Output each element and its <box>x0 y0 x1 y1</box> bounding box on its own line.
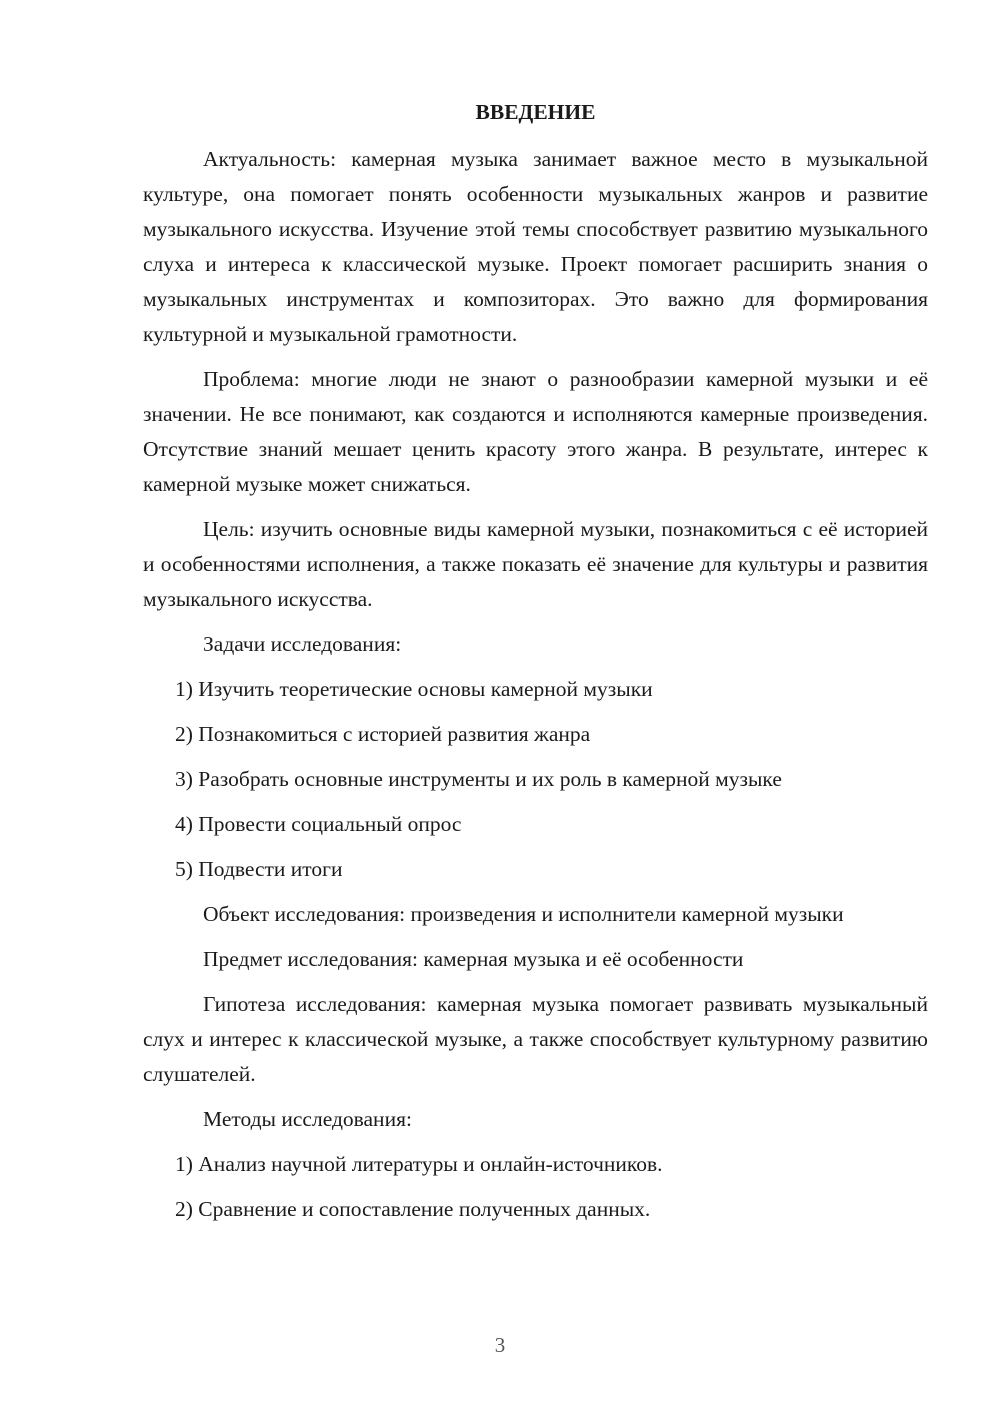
page-number: 3 <box>494 1333 506 1357</box>
task-item-1: 1) Изучить теоретические основы камерной музыки <box>175 677 653 701</box>
task-item-5: 5) Подвести итоги <box>175 857 343 881</box>
method-item-1: 1) Анализ научной литературы и онлайн-источников. <box>175 1152 663 1176</box>
document-page <box>143 95 928 1237</box>
task-item-3: 3) Разобрать основные инструменты и их роль в камерной музыке <box>175 767 782 791</box>
methods-heading: Методы исследования: <box>203 1107 412 1131</box>
section-title: ВВЕДЕНИЕ <box>475 100 596 124</box>
paragraph-relevance: Актуальность: камерная музыка занимает важное место в музыкальной культуре, она помогает понять особенности музыкальных жанров и развитие музыкального искусства. Изучение этой темы способствует развитию музыкального слуха и интереса к классической музыке. Проект помогает расширить знания о музыкальных инструментах и композиторах. Это важно для формирования культурной и музыкальной грамотности. <box>143 147 928 346</box>
paragraph-problem: Проблема: многие люди не знают о разнообразии камерной музыки и её значении. Не все понимают, как создаются и исполняются камерные произведения. Отсутствие знаний мешает ценить красоту этого жанра. В результате, интерес к камерной музыке может снижаться. <box>143 367 928 496</box>
task-item-2: 2) Познакомиться с историей развития жанра <box>175 722 591 746</box>
paragraph-subject: Предмет исследования: камерная музыка и её особенности <box>203 947 744 971</box>
tasks-heading: Задачи исследования: <box>203 632 402 656</box>
task-item-4: 4) Провести социальный опрос <box>175 812 462 836</box>
paragraph-object: Объект исследования: произведения и исполнители камерной музыки <box>203 902 844 926</box>
paragraph-goal: Цель: изучить основные виды камерной музыки, познакомиться с её историей и особенностями исполнения, а также показать её значение для культуры и развития музыкального искусства. <box>143 517 928 611</box>
paragraph-hypothesis: Гипотеза исследования: камерная музыка помогает развивать музыкальный слух и интерес к классической музыке, а также способствует культурному развитию слушателей. <box>143 992 928 1086</box>
method-item-2: 2) Сравнение и сопоставление полученных данных. <box>175 1197 651 1221</box>
